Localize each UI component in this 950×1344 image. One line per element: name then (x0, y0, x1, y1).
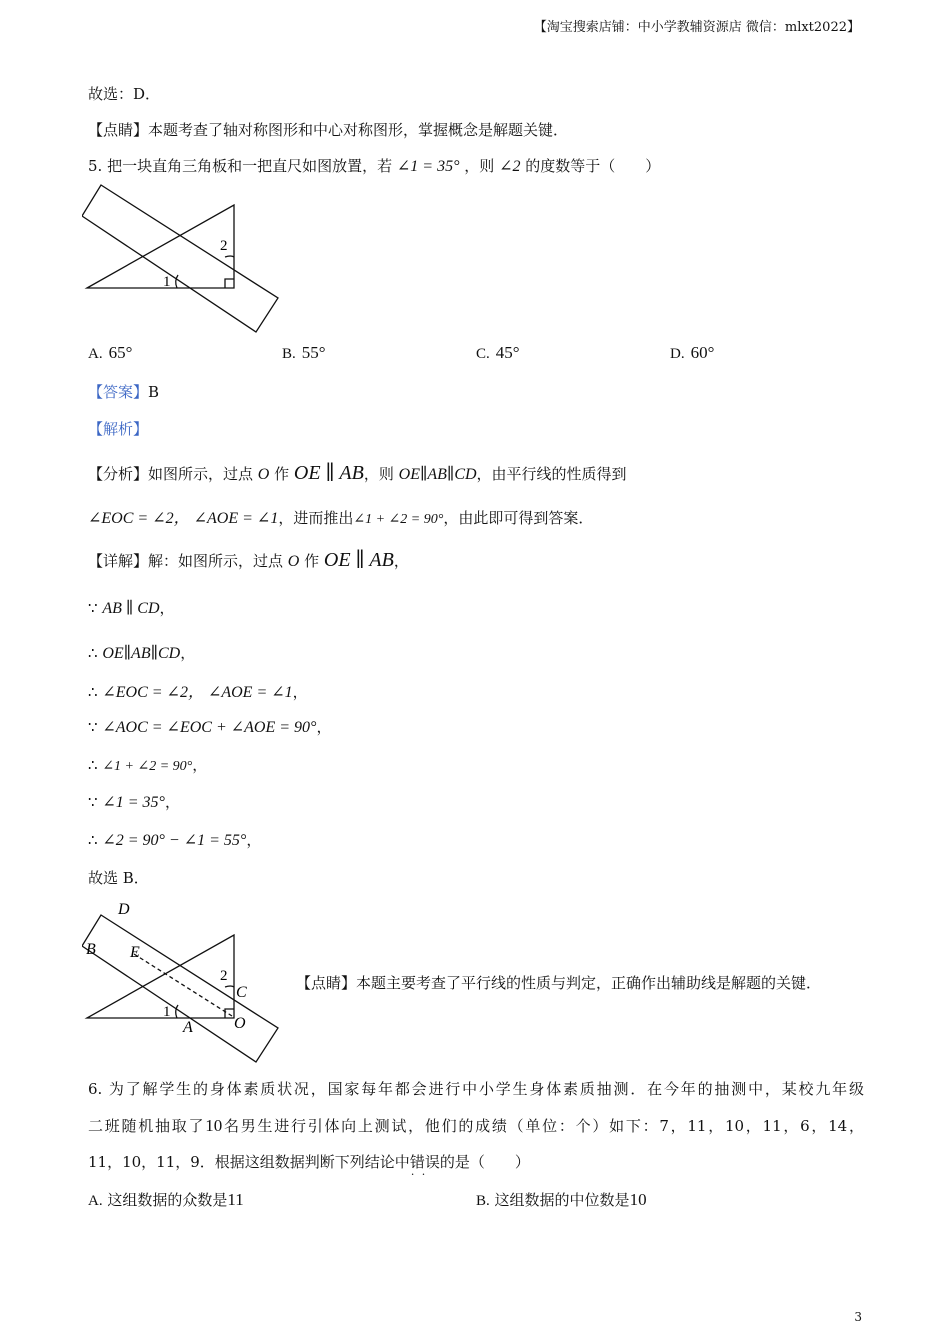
q5-target: ∠2 (499, 158, 521, 175)
page-number: 3 (854, 1310, 862, 1324)
answer-tag: 【答案】 (88, 383, 149, 401)
option-letter: B. (282, 346, 296, 362)
q6-stem-line1: 6. 为了解学生的身体素质状况，国家每年都会进行中小学生身体素质抽测．在今年的抽测中，某校九年级 (88, 1080, 864, 1098)
q5-stem-mid: ，则 (464, 157, 495, 175)
option-text: 这组数据的众数是 (107, 1191, 228, 1209)
angle-1-arc (176, 1005, 178, 1018)
prev-answer-line: 故选：D． (88, 85, 161, 103)
option-letter: A. (88, 346, 103, 362)
point-o: O (257, 466, 270, 483)
detail-text: ， (393, 552, 409, 570)
oe-parallel-ab: OE ∥ AB (293, 462, 364, 484)
q6-option-b (476, 1189, 647, 1210)
q6-text: 的是（ ） (439, 1153, 530, 1171)
option-value: 11 (227, 1190, 244, 1209)
label-d: D (118, 901, 130, 918)
ruler (82, 915, 278, 1062)
q5-option-c (476, 343, 520, 363)
oe-parallel-ab: OE ∥ AB (323, 549, 394, 571)
q5-conclusion: 故选 B． (88, 869, 149, 887)
angle-1-label: 1 (163, 1004, 171, 1020)
analysis-text: ，则 (363, 465, 399, 483)
q5-detail-intro (88, 547, 409, 572)
q6-emphasis-wrong: 错误 · · (410, 1151, 440, 1172)
proof-step: ∵ AB ∥ CD， (88, 599, 175, 617)
q6-text: 名男生进行引体向上测试，他们的成绩（单位：个）如下：7，11，10，11，6，14， (222, 1117, 864, 1135)
angle-2-label: 2 (220, 238, 228, 254)
option-value: 45° (495, 343, 520, 362)
proof-step: ∴ ∠EOC = ∠2， ∠AOE = ∠1， (88, 683, 308, 701)
angle-equalities: ∠EOC = ∠2， ∠AOE = ∠1 (88, 510, 279, 527)
q5-option-d (670, 343, 714, 363)
triangle-set-square (87, 205, 234, 288)
q5-analysis-line1 (88, 460, 627, 485)
proof-step: ∵ ∠AOC = ∠EOC + ∠AOE = 90°， (88, 718, 332, 736)
q5-condition: ∠1 = 35° (396, 158, 460, 175)
q6-stem-line2 (88, 1115, 864, 1136)
q5-analysis-line2 (88, 505, 593, 528)
option-value: 10 (629, 1190, 647, 1209)
proof-step: ∴ OE∥AB∥CD， (88, 644, 196, 662)
option-text: 这组数据的中位数是 (494, 1191, 630, 1209)
detail-text: 【详解】解：如图所示，过点 (88, 552, 288, 570)
option-value: 60° (690, 343, 715, 362)
right-angle-mark (225, 1009, 234, 1018)
label-e: E (130, 944, 140, 961)
answer-value: B (148, 383, 160, 401)
prev-comment: 【点睛】本题考查了轴对称图形和中心对称图形，掌握概念是解题关键． (88, 121, 569, 139)
angle-2-arc (225, 986, 234, 987)
option-value: 55° (301, 343, 326, 362)
option-letter: B. (476, 1193, 490, 1209)
option-letter: D. (670, 346, 685, 362)
point-o: O (287, 553, 300, 570)
proof-step: ∵ ∠1 = 35°， (88, 793, 180, 811)
analysis-text: 【分析】如图所示，过点 (88, 465, 258, 483)
proof-step: ∴ ∠2 = 90° − ∠1 = 55°， (88, 831, 262, 849)
label-b: B (86, 941, 96, 958)
angle-1-arc (176, 275, 178, 288)
angle-2-label: 2 (220, 968, 228, 984)
q5-analysis-tag: 【解析】 (88, 420, 149, 438)
triangle-set-square (87, 935, 234, 1018)
option-letter: A. (88, 1193, 103, 1209)
q6-text: 11，10，11，9．根据这组数据判断下列结论中 (88, 1153, 410, 1171)
q5-stem (88, 155, 660, 176)
proof-step: ∴ ∠1 + ∠2 = 90°， (88, 756, 208, 774)
right-angle-mark (225, 279, 234, 288)
analysis-text: ，由平行线的性质得到 (476, 465, 627, 483)
analysis-text: 作 (269, 465, 294, 483)
q5-comment: 【点睛】本题主要考查了平行线的性质与判定，正确作出辅助线是解题的关键． (296, 974, 822, 992)
detail-text: 作 (299, 552, 324, 570)
ruler (82, 185, 278, 332)
q6-stem-line3 (88, 1151, 530, 1172)
q5-answer (88, 381, 159, 402)
q5-stem-after: 的度数等于（ ） (525, 157, 661, 175)
parallel-chain: OE∥AB∥CD (398, 466, 477, 483)
q5-solution-figure (82, 898, 287, 1063)
label-a: A (183, 1019, 193, 1036)
q6-sample-size: 10 (205, 1116, 223, 1135)
angle-sum: ∠1 + ∠2 = 90° (353, 512, 444, 527)
analysis-text: ，进而推出 (278, 509, 354, 527)
q5-stem-before: 5. 把一块直角三角板和一把直尺如图放置，若 (88, 157, 393, 175)
q5-figure (82, 183, 287, 338)
option-value: 65° (108, 343, 133, 362)
q6-text: 二班随机抽取了 (88, 1117, 206, 1135)
option-letter: C. (476, 346, 490, 362)
page-header: 【淘宝搜索店铺：中小学教辅资源店 微信：mlxt2022】 (533, 20, 860, 35)
angle-1-label: 1 (163, 274, 171, 290)
q5-option-b (282, 343, 326, 363)
q5-option-a (88, 343, 132, 363)
label-o: O (234, 1015, 246, 1032)
label-c: C (236, 984, 247, 1001)
angle-2-arc (225, 256, 234, 257)
analysis-text: ，由此即可得到答案． (443, 509, 594, 527)
q6-option-a (88, 1189, 244, 1210)
